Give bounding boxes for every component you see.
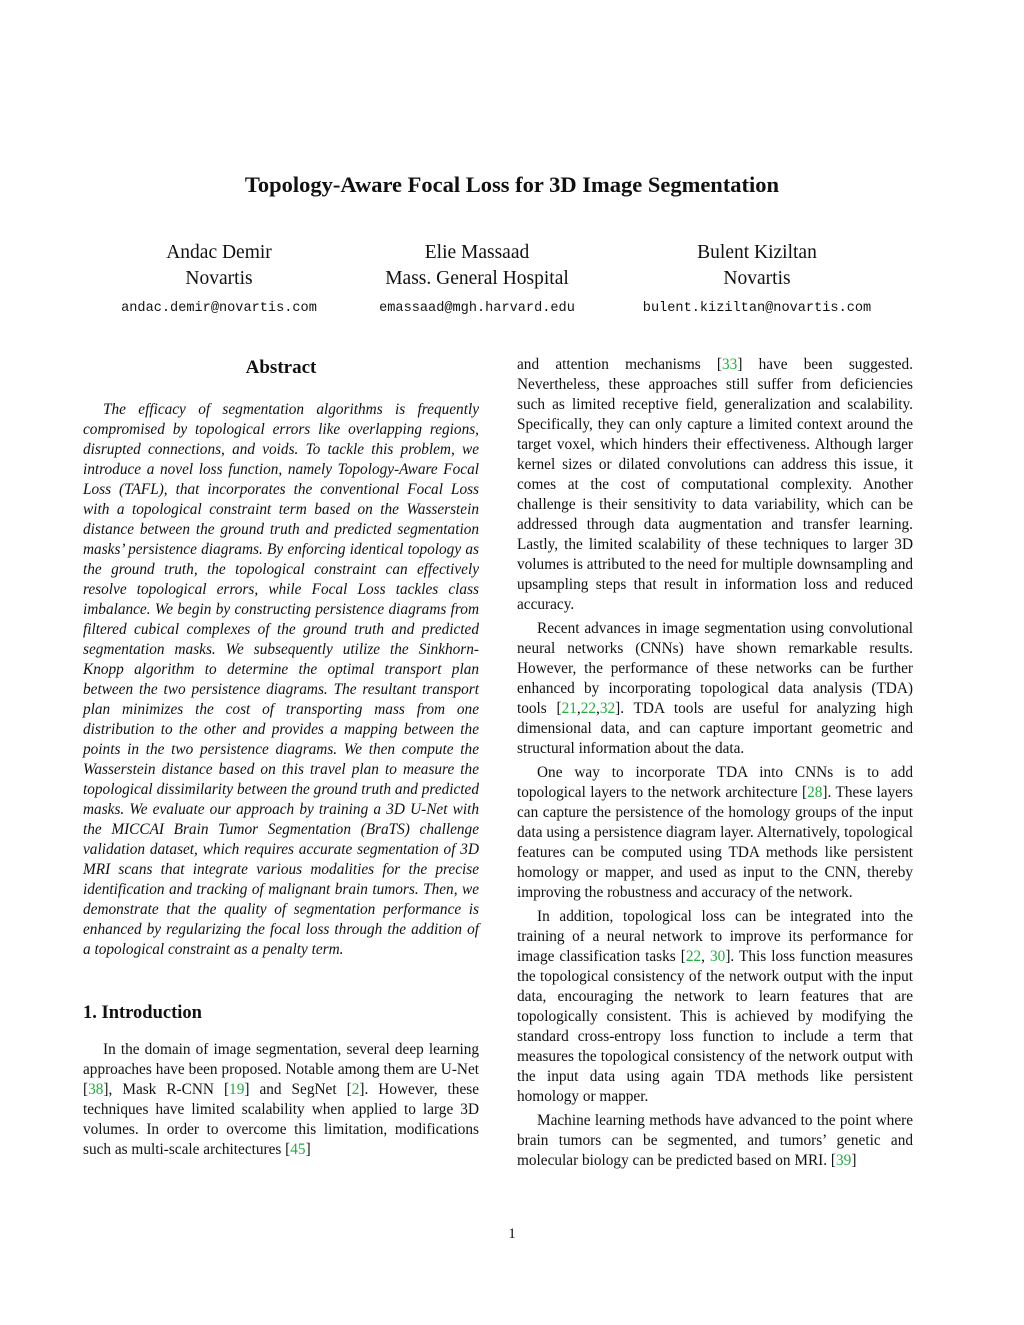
author-email: andac.demir@novartis.com (121, 301, 317, 316)
left-column (83, 355, 479, 1164)
citation-link[interactable]: 38 (88, 1081, 104, 1098)
citation-link[interactable]: 33 (722, 356, 738, 373)
author-affiliation: Novartis (185, 268, 253, 289)
intro-paragraph-1-continued: and attention mechanisms [33] have been suggested. Nevertheless, these approaches still suffer from deficiencies such as limited receptive field, generalization and scalability. Specifically, they can only capture a limited context around the target voxel, which hinders their effectiveness. Although larger kernel sizes or dilated convolutions can address this issue, it comes at the cost of computational complexity. Another challenge is their sensitivity to data variability, which can be addressed through data augmentation and transfer learning. Lastly, the limited scalability of these techniques to larger 3D volumes is attributed to the need for multiple downsampling and upsampling steps that result in information loss and reduced accuracy. (517, 356, 913, 613)
intro-paragraph-5: Machine learning methods have advanced to the point where brain tumors can be segmented, and tumors’ genetic and molecular biology can be predicted based on MRI. [39] (517, 1112, 913, 1169)
author-block (337, 240, 617, 322)
intro-paragraph-4: In addition, topological loss can be integrated into the training of a neural network to improve its performance for image classification tasks [22, 30]. This loss function measures the topological consistency of the network output with the input data, encouraging the network to learn features that are topologically consistent. This is achieved by modifying the standard cross-entropy loss function to include a term that measures the topological consistency of the network output with the input data using again TDA methods like persistent homology or mapper. (517, 908, 913, 1105)
citation-link[interactable]: 32 (599, 700, 616, 717)
citation-link[interactable]: 22 (580, 700, 597, 717)
author-name: Andac Demir (166, 242, 272, 263)
citation-link[interactable]: 39 (836, 1152, 852, 1169)
citation-link[interactable]: 28 (807, 784, 823, 801)
intro-paragraph-1: In the domain of image segmentation, several deep learning approaches have been proposed. Notable among them are U-Net [38], Mask R-CNN [19] and SegNet [2]. However, these techniques have limited scalability when applied to large 3D volumes. In order to overcome this limitation, modifications such as multi-scale architectures [45] (83, 1041, 479, 1158)
right-column (517, 355, 913, 1175)
citation-link[interactable]: 2 (351, 1081, 360, 1098)
abstract-text: The efficacy of segmentation algorithms is frequently compromised by topological errors like overlapping regions, disrupted connections, and voids. To tackle this problem, we introduce a novel loss function, namely Topology-Aware Focal Loss (TAFL), that incorporates the conventional Focal Loss with a topological constraint term based on the Wasserstein distance between the ground truth and predicted segmentation masks’ persistence diagrams. By enforcing identical topology as the ground truth, the topological constraint can effectively resolve topological errors, while Focal Loss tackles class imbalance. We begin by constructing persistence diagrams from filtered cubical complexes of the ground truth and predicted segmentation masks. We subsequently utilize the Sinkhorn-Knopp algorithm to determine the optimal transport plan between the two persistence diagrams. The resultant transport plan minimizes the cost of transporting mass from one distribution to the other and provides a mapping between the points in the two persistence diagrams. We then compute the Wasserstein distance based on this travel plan to measure the topological dissimilarity between the ground truth and predicted masks. We evaluate our approach by training a 3D U-Net with the MICCAI Brain Tumor Segmentation (BraTS) challenge validation dataset, which requires accurate segmentation of 3D MRI scans that integrate various modalities for the precise identification and tracking of malignant brain tumors. Then, we demonstrate that the quality of segmentation performance is enhanced by regularizing the focal loss through the addition of a topological constraint as a penalty term. (83, 401, 479, 958)
paper-title: Topology-Aware Focal Loss for 3D Image Segmentation (244, 172, 780, 197)
citation-link[interactable]: 30 (710, 948, 726, 965)
page-number: 1 (508, 1226, 516, 1242)
author-name: Bulent Kiziltan (697, 242, 817, 263)
citation-link[interactable]: 21 (561, 700, 577, 717)
citation-link[interactable]: 45 (290, 1141, 306, 1158)
author-email: bulent.kiziltan@novartis.com (642, 301, 872, 316)
author-affiliation: Mass. General Hospital (385, 268, 569, 289)
section-heading: 1. Introduction (83, 1003, 202, 1023)
citation-link[interactable]: 19 (229, 1081, 245, 1098)
author-block (617, 240, 897, 322)
citation-link[interactable]: 22 (685, 948, 702, 965)
author-block (79, 240, 359, 322)
abstract-heading: Abstract (245, 357, 317, 378)
author-email: emassaad@mgh.harvard.edu (379, 301, 575, 316)
intro-paragraph-3: One way to incorporate TDA into CNNs is to add topological layers to the network architecture [28]. These layers can capture the persistence of the homology groups of the input data using a persistence diagram layer. Alternatively, topological features can be computed using TDA methods like persistent homology or mapper, and used as input to the CNN, thereby improving the robustness and accuracy of the network. (517, 764, 913, 901)
intro-paragraph-2: Recent advances in image segmentation using convolutional neural networks (CNNs) have shown remarkable results. However, the performance of these networks can be further enhanced by incorporating topological data analysis (TDA) tools [21,22,32]. TDA tools are useful for analyzing high dimensional data, and can capture important geometric and structural information about the data. (517, 620, 913, 757)
author-affiliation: Novartis (723, 268, 791, 289)
author-name: Elie Massaad (424, 242, 530, 263)
